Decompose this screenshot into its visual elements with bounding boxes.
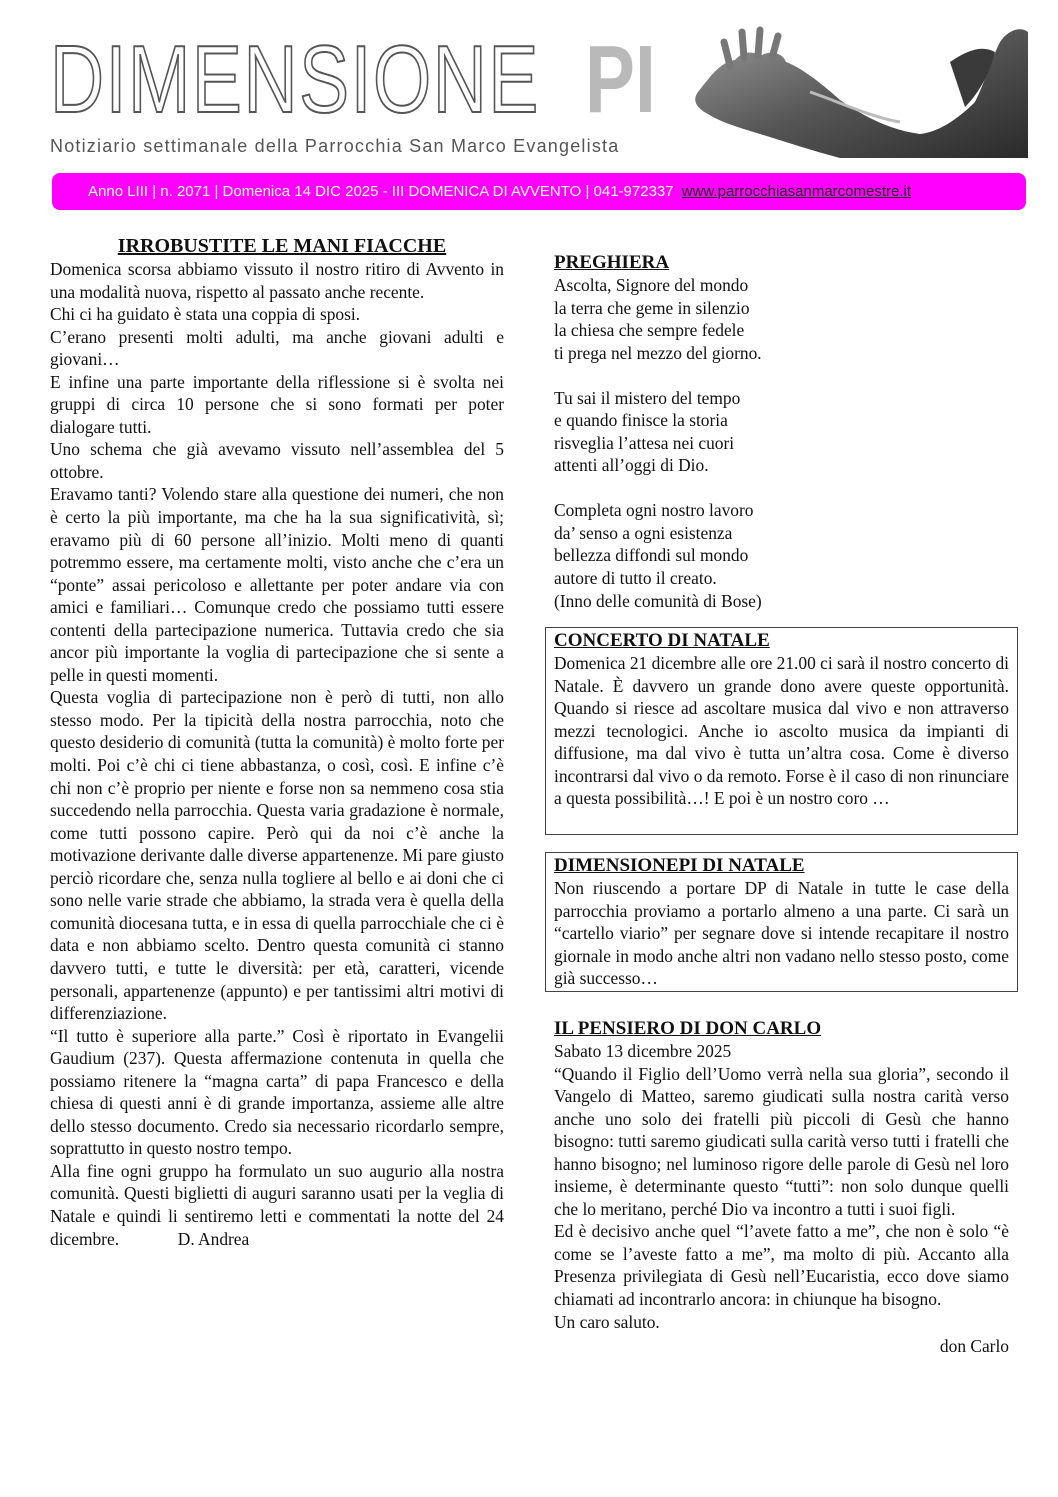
prayer-line: attenti all’oggi di Dio. <box>554 455 709 476</box>
prayer-stanza <box>554 387 1009 477</box>
prayer-line: Ascolta, Signore del mondo <box>554 275 749 295</box>
issue-info-text: Anno LIII | n. 2071 | Domenica 14 DIC 2025 - III DOMENICA DI AVVENTO | 041-972337 <box>88 183 674 200</box>
newsletter-subtitle: Notiziario settimanale della Parrocchia San Marco Evangelista <box>50 136 620 156</box>
article-signature: D. Andrea <box>177 1228 250 1249</box>
article-paragraph-last <box>50 1160 504 1250</box>
don-carlo-body <box>554 1040 1009 1358</box>
prayer-line: Tu sai il mistero del tempo <box>554 387 741 408</box>
prayer-line: ti prega nel mezzo del giorno. <box>554 342 762 363</box>
issue-info-banner <box>52 173 1026 210</box>
main-article-title: IRROBUSTITE LE MANI FIACCHE <box>117 235 447 257</box>
don-carlo-section <box>554 1018 1009 1358</box>
parish-website-link[interactable]: www.parrocchiasanmarcomestre.it <box>681 183 912 200</box>
prayer-section <box>554 252 1009 612</box>
masthead <box>0 0 1058 170</box>
article-paragraph: Uno schema che già avevamo vissuto nell’assemblea del 5 ottobre. <box>50 439 504 482</box>
main-article-body <box>50 258 504 1250</box>
article-paragraph: E infine una parte importante della riflessione si è svolta nei gruppi di circa 10 persone che si sono formati per poter dialogare tutti. <box>50 371 504 437</box>
don-carlo-title: IL PENSIERO DI DON CARLO <box>554 1018 822 1039</box>
dp-christmas-text: Non riuscendo a portare DP di Natale in tutte le case della parrocchia proviamo a portarlo almeno a una parte. Ci sarà un “cartello viario” per segnare dove si intende recapitare il nostro giornale in modo anche altri non vadano nello stesso posto, come già successo… <box>554 878 1009 989</box>
prayer-line: da’ senso a ogni esistenza <box>554 522 733 543</box>
prayer-title: PREGHIERA <box>554 252 670 273</box>
don-carlo-paragraph: “Quando il Figlio dell’Uomo verrà nella sua gloria”, secondo il Vangelo di Matteo, saremo giudicati sulla nostra carità verso anche uno solo dei fratelli più piccoli di Gesù che hanno bisogno: tutti saremo giudicati sulla carità verso tutti i fratelli che hanno bisogno; nel luminoso rigore delle parole di Gesù nel loro insieme, è determinante questo “tutti”: non solo dunque quelli che lo meritano, perché Dio va incontro a tutti i suoi figli. <box>554 1063 1009 1219</box>
concert-title: CONCERTO DI NATALE <box>554 630 770 651</box>
don-carlo-closing: Un caro saluto. <box>554 1311 660 1332</box>
prayer-line: bellezza diffondi sul mondo <box>554 545 749 566</box>
article-paragraph: “Il tutto è superiore alla parte.” Così è riportato in Evangelii Gaudium (237). Questa affermazione contenuta in quella che possiamo ritenere la “magna carta” di papa Francesco e della chiesa di questi anni è di grande importanza, assieme alle altre dello stesso documento. Credo sia necessario ricordarlo sempre, soprattutto in questo nostro tempo. <box>50 1025 504 1159</box>
newsletter-title: DIMENSIONE <box>50 26 540 133</box>
prayer-line: la terra che geme in silenzio <box>554 297 750 318</box>
dp-christmas-title: DIMENSIONEPI DI NATALE <box>554 855 805 876</box>
prayer-line: autore di tutto il creato. <box>554 568 717 589</box>
prayer-line: e quando finisce la storia <box>554 410 728 431</box>
article-paragraph: Domenica scorsa abbiamo vissuto il nostro ritiro di Avvento in una modalità nuova, rispetto al passato anche recente. <box>50 259 504 302</box>
prayer-line: la chiesa che sempre fedele <box>554 320 745 341</box>
prayer-line: risveglia l’attesa nei cuori <box>554 432 735 453</box>
article-paragraph: Questa voglia di partecipazione non è però di tutti, non allo stesso modo. Per la tipicità della nostra parrocchia, noto che questo desiderio di comunità (tutta la comunità) è molto forte per molti. Poi c’è chi ci tiene abbastanza, o così, così. E infine c’è chi non c’è proprio per niente e forse non sa nemmeno cosa stia succedendo nella parrocchia. Questa varia gradazione è normale, come tutti possono capire. Però qui da noi c’è anche la motivazione derivante dalle diverse appartenenze. Mi pare giusto perciò ricordare che, senza nulla togliere al bello e ai doni che ci sono nelle varie strade che abbiamo, la strada vera è quella della comunità diocesana tutta, e in essa di quella parrocchiale che ci è data e non abbiamo scelto. Dentro questa comunità ci stanno davvero tutti, e tutte le diversità: per età, caratteri, vicende personali, appartenenze (appunto) e per tantissimi altri motivi di differenziazione. <box>50 687 504 1024</box>
main-article <box>50 234 504 1250</box>
article-paragraph: Chi ci ha guidato è stata una coppia di sposi. <box>50 304 361 325</box>
article-paragraph: C’erano presenti molti adulti, ma anche giovani adulti e giovani… <box>50 326 504 370</box>
dp-christmas-box <box>545 852 1018 992</box>
concert-text: Domenica 21 dicembre alle ore 21.00 ci sarà il nostro concerto di Natale. È davvero un grande dono avere queste opportunità. Quando si riesce ad ascoltare musica dal vivo e non attraverso mezzi tecnologici. Anche io ascolto musica da impianti di diffusione, ma dal vivo è tutta un’altra cosa. Come è diverso incontrarsi dal vivo o da remoto. Forse è il caso di non rinunciare a questa possibilità…! E poi è un nostro coro … <box>554 653 1009 809</box>
don-carlo-paragraph: Ed è decisivo anche quel “l’avete fatto a me”, che non è solo “è come se l’aveste fatto a me”, ma molto di più. Accanto alla Presenza privilegiata di Gesù nell’Eucaristia, ecco dove siamo chiamati ad incontrarlo ancora: in chiunque ha bisogno. <box>554 1221 1009 1310</box>
prayer-text <box>554 274 1009 612</box>
concert-box <box>545 627 1018 835</box>
bronze-sculpture-hand-image <box>690 22 1030 158</box>
prayer-stanza <box>554 499 1009 612</box>
prayer-source: (Inno delle comunità di Bose) <box>554 590 762 611</box>
newsletter-title-accent: PI <box>585 26 656 133</box>
article-last-text: Alla fine ogni gruppo ha formulato un suo augurio alla nostra comunità. Questi biglietti di auguri saranno usati per la veglia di Natale e quindi li sentiremo letti e commentati la notte del 24 dicembre. <box>50 1160 504 1249</box>
prayer-stanza <box>554 274 1009 364</box>
article-paragraph: Eravamo tanti? Volendo stare alla questione dei numeri, che non è certo la più importante, ma che ha la sua significatività, sì; eravamo più di 60 persone all’inizio. Molti meno di quanti potremmo essere, ma certamente molti, visto anche che c’era un “ponte” assai pericoloso e allettante per poter andare via con amici e familiari… Comunque credo che possiamo tutti essere contenti della partecipazione numerica. Tuttavia credo che sia ancor più importante la voglia di partecipazione che si sente a pelle in questi momenti. <box>50 484 504 685</box>
prayer-line: Completa ogni nostro lavoro <box>554 500 754 521</box>
don-carlo-signature: don Carlo <box>939 1336 1009 1357</box>
don-carlo-date: Sabato 13 dicembre 2025 <box>554 1041 732 1061</box>
